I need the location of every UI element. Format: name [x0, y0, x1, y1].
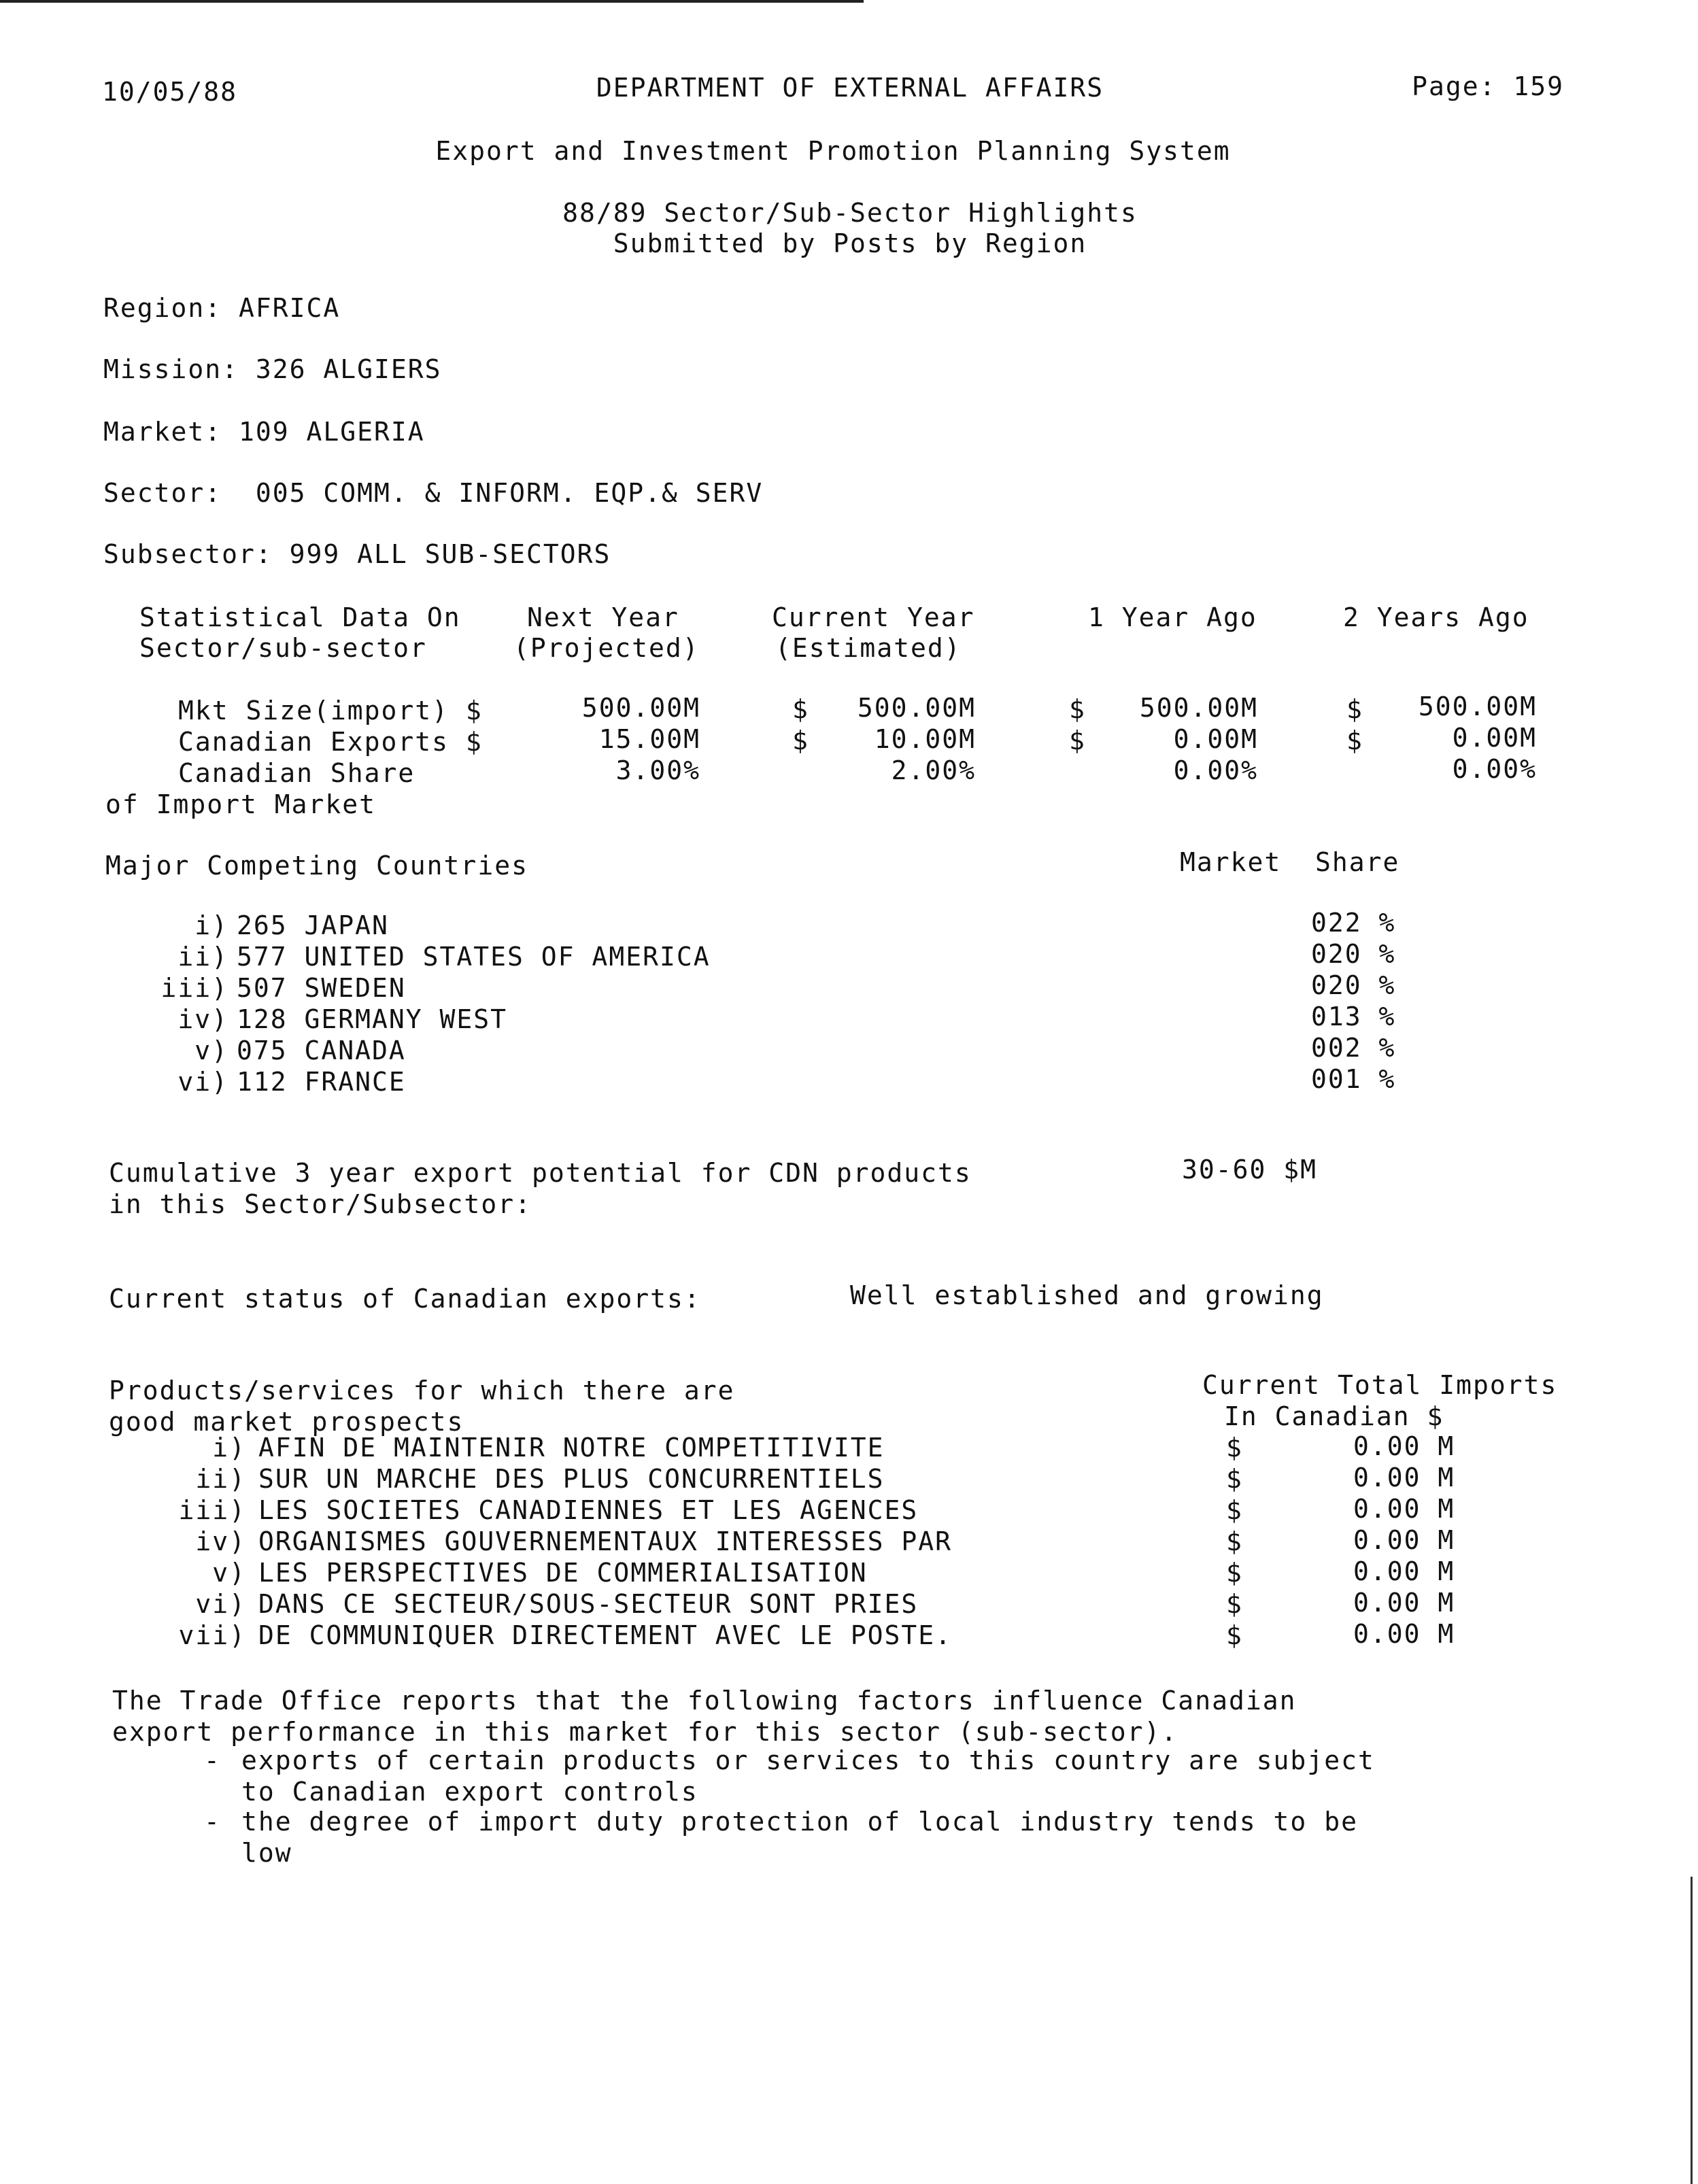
export-potential-label: Cumulative 3 year export potential for CDN products [109, 1158, 972, 1188]
stats-one-year-ago-value: 0.00M [1173, 724, 1258, 754]
factors-intro-2: export performance in this market for this sector (sub-sector). [112, 1717, 1178, 1747]
product-currency: $ [1226, 1620, 1243, 1650]
competitor-name: 075 CANADA [237, 1036, 406, 1065]
competitor-number: vi) [177, 1067, 228, 1097]
competitor-share: 001 % [1311, 1064, 1396, 1094]
product-currency: $ [1226, 1558, 1243, 1588]
export-potential-value: 30-60 $M [1182, 1155, 1318, 1184]
stats-two-years-ago-value: 0.00M [1452, 723, 1537, 753]
stats-one-year-ago-value: 0.00% [1173, 755, 1258, 785]
product-currency: $ [1226, 1464, 1243, 1494]
page-number: Page: 159 [1412, 71, 1564, 101]
stats-currency: $ [792, 694, 809, 724]
stats-current-value: 2.00% [891, 755, 976, 785]
product-currency: $ [1226, 1495, 1243, 1525]
imports-column-subheader: In Canadian $ [1224, 1401, 1444, 1431]
product-import-value: 0.00 M [1353, 1431, 1455, 1461]
stats-two-years-ago-value: 0.00% [1452, 754, 1537, 784]
competitors-title: Major Competing Countries [105, 851, 528, 881]
competitor-number: iii) [160, 973, 228, 1003]
competitor-number: v) [194, 1036, 228, 1065]
competitor-number: ii) [177, 942, 228, 972]
competitor-share: 020 % [1311, 939, 1396, 969]
competitor-name: 265 JAPAN [237, 910, 389, 940]
stats-next-value: 15.00M [598, 724, 700, 754]
factor-bullet-continuation: to Canadian export controls [241, 1777, 698, 1807]
stats-currency: $ [792, 726, 809, 755]
factor-bullet: the degree of import duty protection of local industry tends to be [241, 1807, 1358, 1837]
competitor-name: 128 GERMANY WEST [237, 1004, 508, 1034]
stats-row-label: Mkt Size(import) $ [178, 696, 483, 726]
factor-bullet-dash: - [204, 1745, 221, 1775]
product-number: iii) [178, 1495, 246, 1525]
product-import-value: 0.00 M [1353, 1619, 1455, 1649]
report-subtitle: 88/89 Sector/Sub-Sector Highlights [562, 198, 1138, 228]
stats-current-value: 500.00M [857, 693, 976, 723]
stats-one-year-ago-value: 500.00M [1139, 693, 1258, 723]
department-title: DEPARTMENT OF EXTERNAL AFFAIRS [596, 73, 1104, 103]
product-name: ORGANISMES GOUVERNEMENTAUX INTERESSES PAR [258, 1526, 952, 1556]
product-name: DE COMMUNIQUER DIRECTEMENT AVEC LE POSTE. [258, 1620, 952, 1650]
factor-bullet: exports of certain products or services to this country are subject [241, 1745, 1375, 1775]
competitor-number: iv) [177, 1004, 228, 1034]
product-number: iv) [195, 1526, 246, 1556]
report-date: 10/05/88 [102, 77, 238, 107]
product-name: SUR UN MARCHE DES PLUS CONCURRENTIELS [258, 1464, 885, 1494]
stats-next-value: 3.00% [615, 755, 700, 785]
subsector-line: Subsector: 999 ALL SUB-SECTORS [103, 539, 611, 569]
scan-edge-right [1691, 1877, 1693, 2184]
product-number: v) [212, 1558, 246, 1588]
stats-current-value: 10.00M [874, 724, 976, 754]
region-line: Region: AFRICA [103, 293, 341, 323]
product-import-value: 0.00 M [1353, 1525, 1455, 1555]
system-title: Export and Investment Promotion Planning System [435, 136, 1231, 166]
factor-bullet-dash: - [204, 1807, 221, 1837]
product-number: ii) [195, 1464, 246, 1494]
product-currency: $ [1226, 1526, 1243, 1556]
product-import-value: 0.00 M [1353, 1494, 1455, 1524]
stats-currency: $ [1069, 694, 1086, 724]
products-title: Products/services for which there are [109, 1376, 735, 1405]
factors-intro: The Trade Office reports that the following factors influence Canadian [112, 1686, 1297, 1716]
current-year-subheader: (Estimated) [775, 633, 962, 663]
product-currency: $ [1226, 1433, 1243, 1463]
export-status-label: Current status of Canadian exports: [109, 1284, 701, 1314]
product-import-value: 0.00 M [1353, 1463, 1455, 1492]
product-currency: $ [1226, 1589, 1243, 1619]
stats-label-2: Sector/sub-sector [139, 633, 427, 663]
mission-line: Mission: 326 ALGIERS [103, 354, 442, 384]
next-year-subheader: (Projected) [513, 633, 700, 663]
report-subtitle-2: Submitted by Posts by Region [613, 228, 1087, 258]
stats-next-value: 500.00M [581, 693, 700, 723]
competitor-share: 020 % [1311, 970, 1396, 1000]
competitor-name: 577 UNITED STATES OF AMERICA [237, 942, 711, 972]
stats-row-label: Canadian Share [178, 758, 415, 788]
stats-currency: $ [1346, 726, 1363, 755]
factor-bullet-continuation: low [241, 1838, 292, 1868]
competitor-share: 013 % [1311, 1002, 1396, 1031]
current-year-header: Current Year [772, 602, 975, 632]
scan-edge-top [0, 0, 864, 3]
competitor-name: 507 SWEDEN [237, 973, 406, 1003]
sector-line: Sector: 005 COMM. & INFORM. EQP.& SERV [103, 478, 764, 508]
product-number: i) [212, 1433, 246, 1463]
stats-currency: $ [1069, 726, 1086, 755]
export-potential-label-2: in this Sector/Subsector: [109, 1189, 532, 1219]
competitor-number: i) [194, 910, 228, 940]
product-import-value: 0.00 M [1353, 1588, 1455, 1618]
stats-two-years-ago-value: 500.00M [1418, 692, 1537, 721]
product-name: AFIN DE MAINTENIR NOTRE COMPETITIVITE [258, 1433, 885, 1463]
one-year-ago-header: 1 Year Ago [1088, 602, 1257, 632]
imports-column-header: Current Total Imports [1202, 1370, 1558, 1400]
market-share-header: Market Share [1180, 847, 1400, 877]
products-title-2: good market prospects [109, 1407, 464, 1437]
competitor-share: 022 % [1311, 908, 1396, 938]
product-name: LES SOCIETES CANADIENNES ET LES AGENCES [258, 1495, 919, 1525]
product-number: vi) [195, 1589, 246, 1619]
next-year-header: Next Year [527, 602, 679, 632]
stats-share-continuation: of Import Market [105, 789, 377, 819]
export-status-value: Well established and growing [850, 1280, 1324, 1310]
stats-row-label: Canadian Exports $ [178, 727, 483, 757]
stats-currency: $ [1346, 694, 1363, 724]
product-number: vii) [178, 1620, 246, 1650]
stats-label-1: Statistical Data On [139, 602, 461, 632]
competitor-share: 002 % [1311, 1033, 1396, 1063]
product-name: LES PERSPECTIVES DE COMMERIALISATION [258, 1558, 868, 1588]
product-name: DANS CE SECTEUR/SOUS-SECTEUR SONT PRIES [258, 1589, 919, 1619]
two-years-ago-header: 2 Years Ago [1343, 602, 1529, 632]
market-line: Market: 109 ALGERIA [103, 417, 425, 447]
competitor-name: 112 FRANCE [237, 1067, 406, 1097]
product-import-value: 0.00 M [1353, 1556, 1455, 1586]
